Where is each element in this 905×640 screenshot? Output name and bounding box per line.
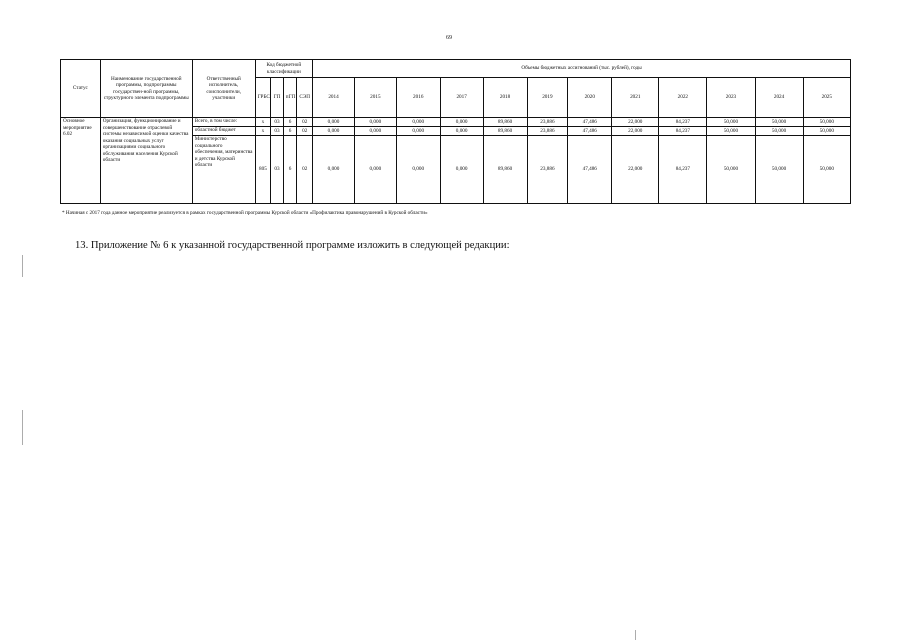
value-cell: 89,860 <box>483 118 527 127</box>
value-cell: 23,886 <box>527 118 568 127</box>
header-code-grbs: ГРБС <box>255 78 271 118</box>
scan-mark <box>22 255 23 277</box>
value-cell: 47,486 <box>568 118 612 127</box>
value-cell: 0,000 <box>313 136 355 204</box>
value-cell: 0,000 <box>354 127 396 136</box>
value-cell: 84,237 <box>659 136 707 204</box>
scan-mark <box>635 630 636 640</box>
value-cell: 50,000 <box>755 136 803 204</box>
value-cell: 22,000 <box>612 136 659 204</box>
value-cell: 0,000 <box>440 127 483 136</box>
value-cell: 50,000 <box>755 118 803 127</box>
header-volumes: Объемы бюджетных ассигнований (тыс. рублей), годы <box>313 60 851 78</box>
page-number: 69 <box>446 35 452 41</box>
code-cell: 03 <box>271 118 284 127</box>
code-cell: 6 <box>283 136 297 204</box>
header-year: 2018 <box>483 78 527 118</box>
value-cell: 0,000 <box>396 118 440 127</box>
header-name: Наименование государственной программы, подпрограммы государствен-ной программы, структурного элемента подпрограммы <box>100 60 192 118</box>
header-budget-code: Код бюджетной классификации <box>255 60 313 78</box>
header-year: 2021 <box>612 78 659 118</box>
header-code-gp: ГП <box>271 78 284 118</box>
value-cell: 50,000 <box>803 118 850 127</box>
code-cell: 03 <box>271 127 284 136</box>
value-cell: 50,000 <box>707 136 755 204</box>
value-cell: 22,000 <box>612 118 659 127</box>
value-cell: 23,886 <box>527 136 568 204</box>
code-cell: 6 <box>283 118 297 127</box>
value-cell: 84,237 <box>659 127 707 136</box>
executor-cell: областной бюджет <box>192 127 255 136</box>
value-cell: 0,000 <box>313 127 355 136</box>
executor-cell: Всего, в том числе: <box>192 118 255 127</box>
code-cell: 02 <box>297 136 313 204</box>
value-cell: 0,000 <box>313 118 355 127</box>
code-cell: х <box>255 127 271 136</box>
code-cell: х <box>255 118 271 127</box>
header-year: 2025 <box>803 78 850 118</box>
code-cell: 6 <box>283 127 297 136</box>
header-year: 2016 <box>396 78 440 118</box>
value-cell: 84,237 <box>659 118 707 127</box>
header-year: 2024 <box>755 78 803 118</box>
header-year: 2019 <box>527 78 568 118</box>
value-cell: 0,000 <box>440 118 483 127</box>
value-cell: 47,486 <box>568 127 612 136</box>
measure-name-cell: Организация, функционирование и совершенствование отраслевой системы независимой оценки качества оказания социальных услуг организациями социального обслуживания населения Курской области <box>100 118 192 204</box>
value-cell: 0,000 <box>396 127 440 136</box>
value-cell: 0,000 <box>396 136 440 204</box>
budget-table <box>60 59 851 204</box>
header-year: 2015 <box>354 78 396 118</box>
header-status: Статус <box>61 60 101 118</box>
header-code-sep: СЭП <box>297 78 313 118</box>
status-cell: Основное мероприятие 6.02 <box>61 118 101 204</box>
code-cell: 805 <box>255 136 271 204</box>
value-cell: 50,000 <box>803 136 850 204</box>
code-cell: 02 <box>297 127 313 136</box>
header-executor: Ответственный исполнитель, соисполнители, участники <box>192 60 255 118</box>
value-cell: 89,860 <box>483 127 527 136</box>
code-cell: 03 <box>271 136 284 204</box>
value-cell: 50,000 <box>707 127 755 136</box>
paragraph-13: 13. Приложение № 6 к указанной государственной программе изложить в следующей редакции: <box>75 240 510 251</box>
header-year: 2023 <box>707 78 755 118</box>
value-cell: 0,000 <box>354 118 396 127</box>
header-year: 2014 <box>313 78 355 118</box>
value-cell: 89,860 <box>483 136 527 204</box>
value-cell: 47,486 <box>568 136 612 204</box>
value-cell: 50,000 <box>755 127 803 136</box>
header-year: 2022 <box>659 78 707 118</box>
value-cell: 0,000 <box>440 136 483 204</box>
header-year: 2017 <box>440 78 483 118</box>
header-code-pgp: пГП <box>283 78 297 118</box>
value-cell: 50,000 <box>707 118 755 127</box>
code-cell: 02 <box>297 118 313 127</box>
scan-mark <box>22 410 23 445</box>
footnote: * Начиная с 2017 года данное мероприятие реализуется в рамках государственной программы Курской области «Профилактика правонарушений в Курской области» <box>62 210 428 216</box>
value-cell: 22,000 <box>612 127 659 136</box>
value-cell: 50,000 <box>803 127 850 136</box>
value-cell: 23,886 <box>527 127 568 136</box>
executor-cell: Министерство социального обеспечения, материнства и детства Курской области <box>192 136 255 204</box>
value-cell: 0,000 <box>354 136 396 204</box>
header-year: 2020 <box>568 78 612 118</box>
